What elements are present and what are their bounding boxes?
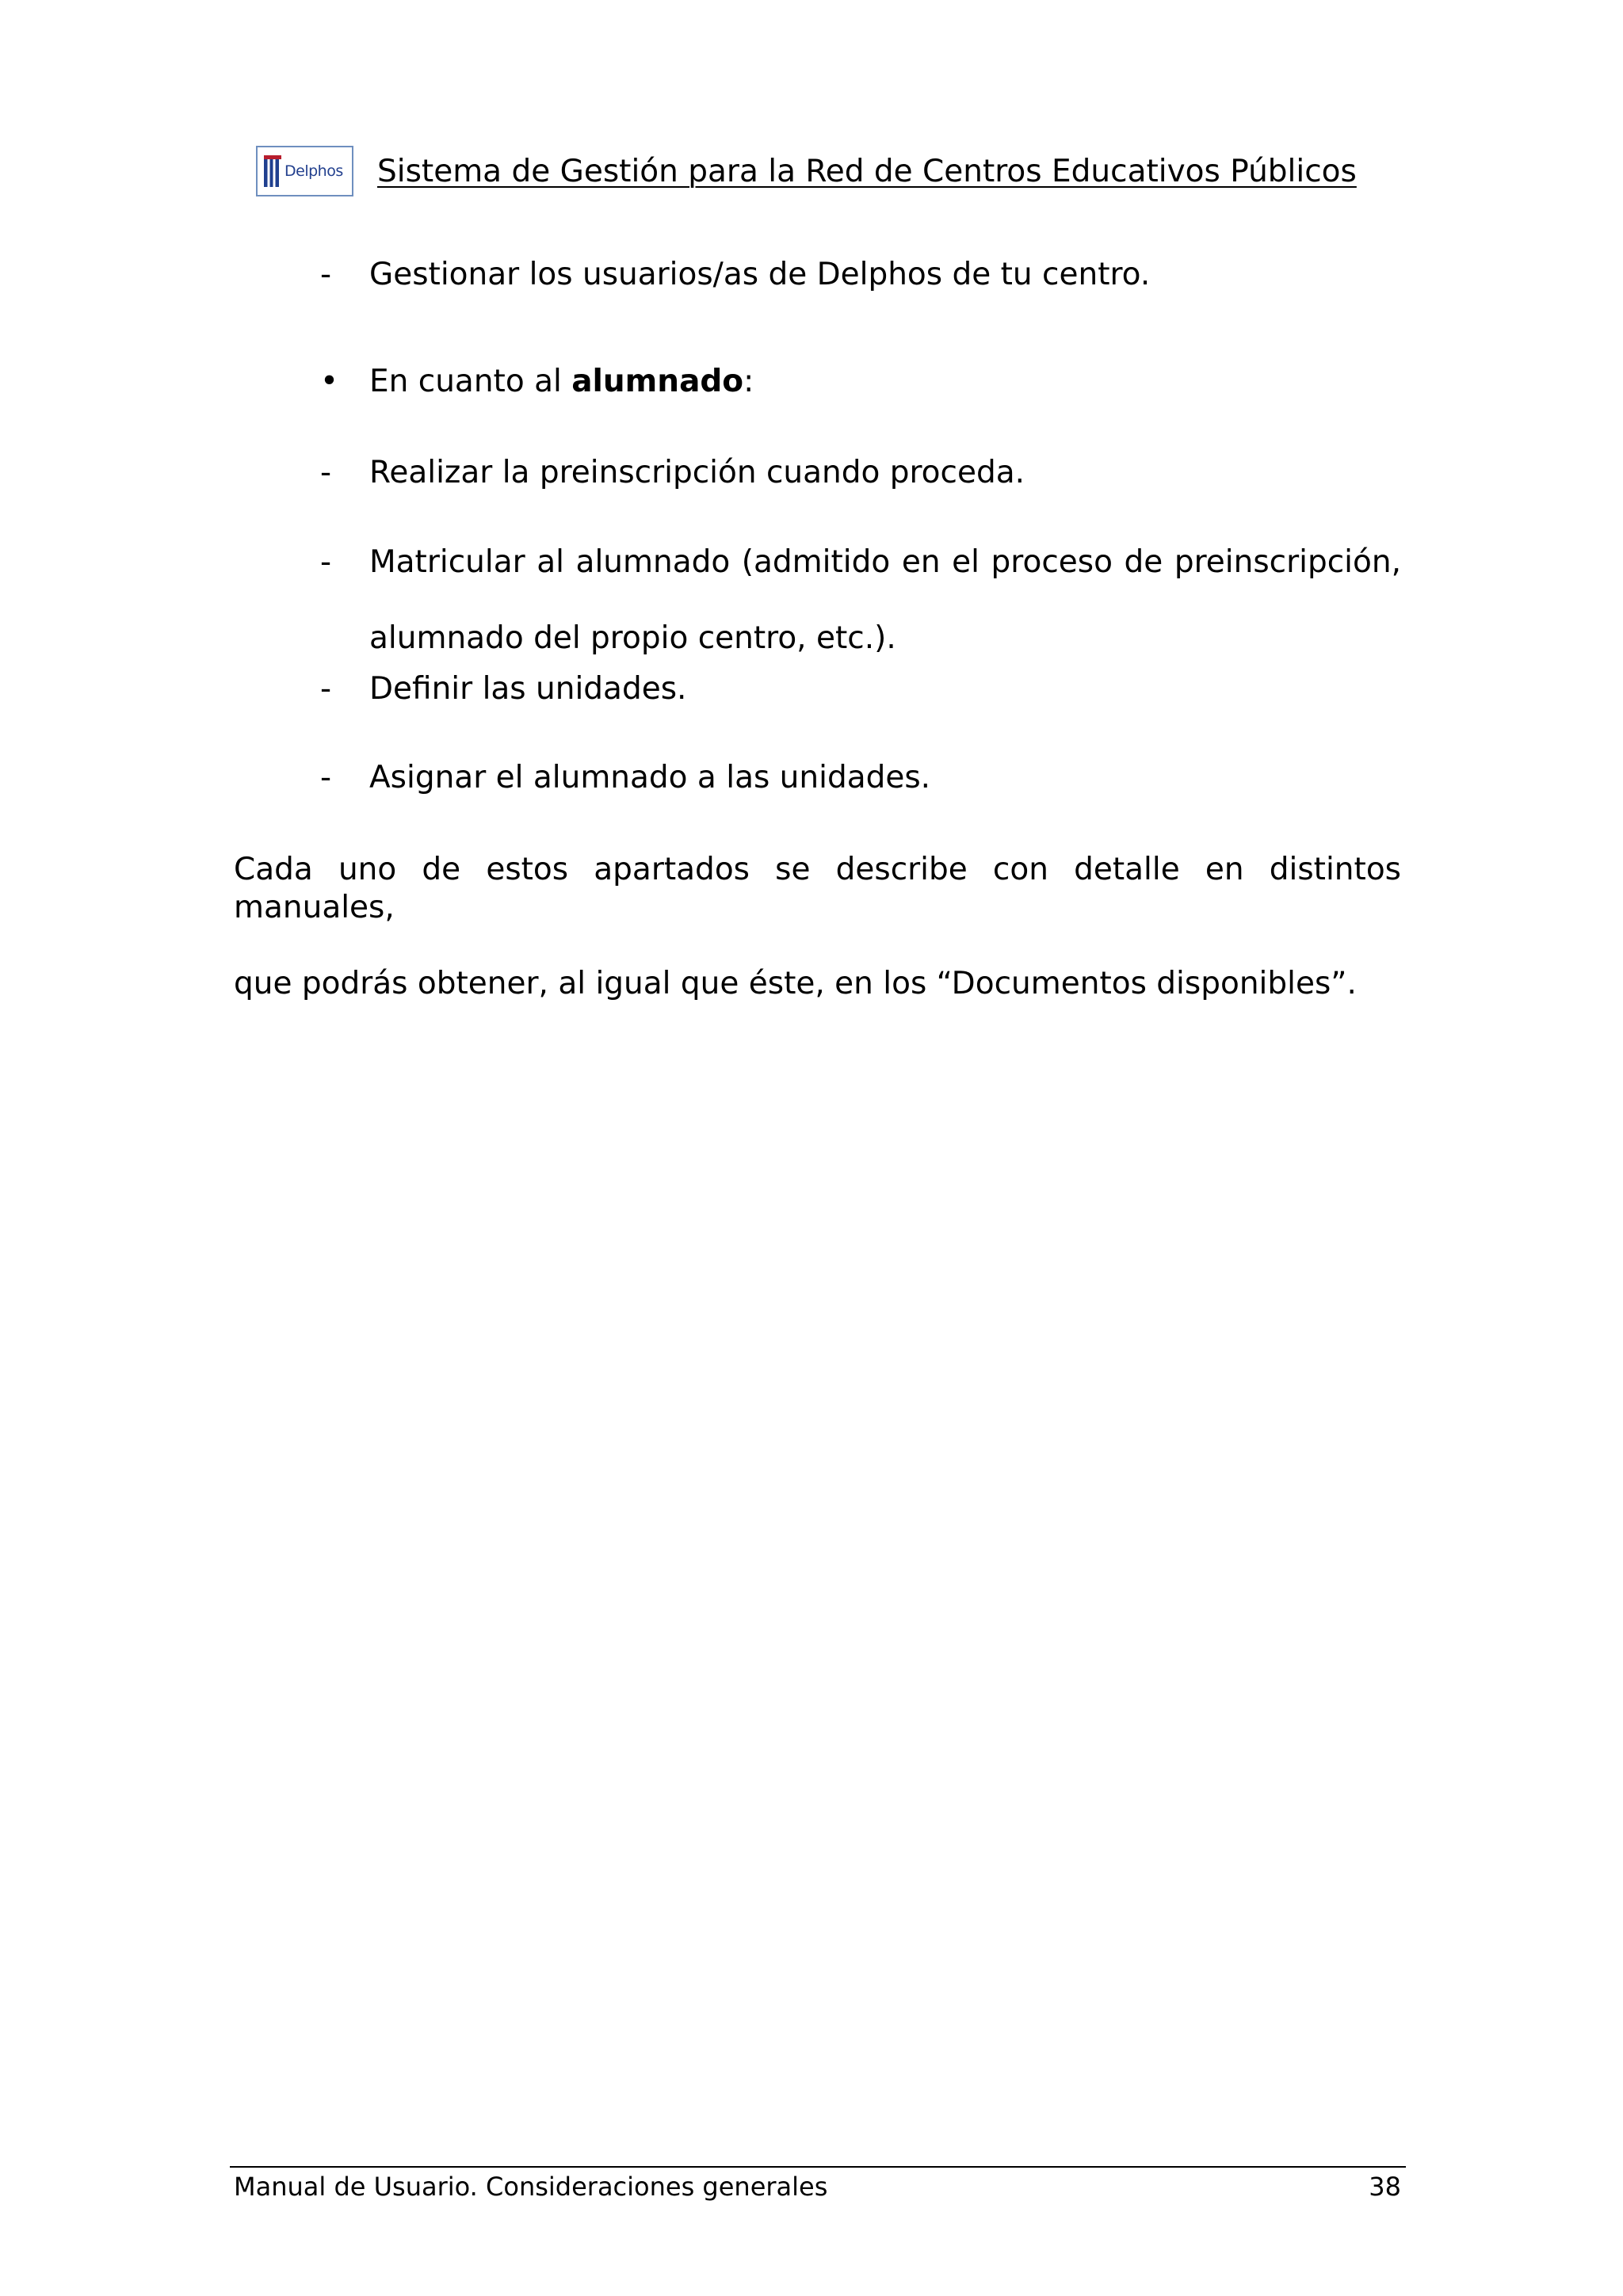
dash-marker: - [320,257,332,292]
dash-marker: - [320,760,332,795]
page-header [256,145,1357,197]
paragraph-line: que podrás obtener, al igual que éste, en los “Documentos disponibles”. [234,966,1357,1001]
pillars-icon [264,155,281,187]
list-item-asignar: Asignar el alumnado a las unidades. [369,760,931,795]
bullet-bold-term: alumnado [571,364,744,399]
footer-title: Manual de Usuario. Consideraciones generales [234,2172,828,2202]
list-item-matricular [369,543,1401,658]
dash-marker: - [320,671,332,707]
list-item-definir: Definir las unidades. [369,671,687,707]
bullet-suffix: : [743,364,754,399]
list-item-gestionar: Gestionar los usuarios/as de Delphos de tu centro. [369,257,1151,292]
list-item-line: alumnado del propio centro, etc.). [369,620,896,656]
paragraph-line: Cada uno de estos apartados se describe con detalle en distintos manuales, [234,852,1401,925]
footer-divider [230,2166,1406,2168]
body-paragraph [234,851,1401,1003]
delphos-logo [256,146,353,196]
list-item-line: Matricular al alumnado (admitido en el proceso de preinscripción, [369,544,1401,580]
dash-marker: - [320,544,332,580]
dash-marker: - [320,455,332,490]
bullet-marker: • [320,364,339,399]
logo-text: Delphos [285,162,343,180]
header-title: Sistema de Gestión para la Red de Centros Educativos Públicos [377,153,1357,189]
bullet-prefix: En cuanto al [369,364,572,399]
page-number: 38 [1369,2172,1401,2202]
section-bullet-alumnado [369,363,1401,401]
list-item-realizar: Realizar la preinscripción cuando proceda. [369,455,1025,490]
